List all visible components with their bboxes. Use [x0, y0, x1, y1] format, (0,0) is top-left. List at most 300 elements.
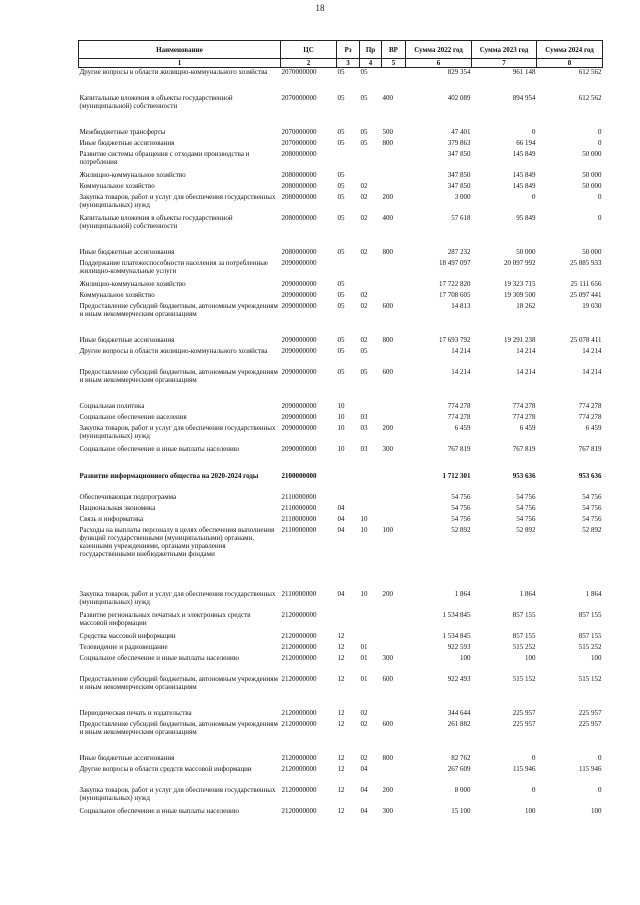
row-pr-cell: [360, 171, 382, 182]
row-rz-cell: 05: [337, 247, 345, 256]
row-sum-2023-cell: 767 819: [512, 444, 536, 453]
row-cs-cell: 2120000000: [281, 708, 317, 717]
row-name-cell: Периодическая печать и издательства: [79, 708, 192, 717]
row-rz-cell: 05: [337, 170, 345, 179]
row-vr-cell: [382, 504, 406, 515]
row-rz-cell: [337, 259, 360, 280]
row-vr-cell: [382, 291, 406, 302]
row-rz-cell: 05: [337, 213, 345, 222]
row-sum-2023-cell: 0: [532, 127, 536, 136]
row-vr-cell: 100: [382, 525, 393, 534]
row-vr-cell: [382, 515, 406, 526]
table-row: [79, 248, 603, 259]
row-name-cell: Закупка товаров, работ и услуг для обеспечения государственных (муниципальных) нужд: [79, 785, 276, 802]
row-sum-2023-cell: 145 849: [512, 149, 536, 158]
row-vr-cell: [382, 472, 406, 493]
row-sum-2022-cell: 287 232: [447, 247, 471, 256]
row-sum-2024-cell: 612 562: [578, 68, 602, 76]
row-rz-cell: 05: [337, 346, 345, 355]
row-sum-2023-cell: 225 957: [512, 708, 536, 717]
table-row: [79, 675, 603, 709]
row-name-cell: Телевидение и радиовещание: [79, 642, 168, 651]
table-row: [79, 302, 603, 336]
row-name-cell: Социальное обеспечение и иные выплаты населению: [79, 653, 239, 662]
row-sum-2024-cell: 50 000: [582, 247, 602, 256]
column-number: 4: [360, 59, 382, 68]
row-cs-cell: 2090000000: [281, 444, 317, 453]
row-sum-2024-cell: 857 155: [578, 610, 602, 619]
row-sum-2023-cell: 19 323 715: [504, 279, 536, 288]
header-cs: ЦС: [281, 41, 337, 59]
row-cs-cell: 2120000000: [281, 753, 317, 762]
row-rz-cell: 12: [337, 631, 345, 640]
table-row: [79, 347, 603, 368]
row-name-cell: Средства массовой информации: [79, 631, 176, 640]
row-sum-2024-cell: 953 636: [578, 471, 602, 480]
budget-table: [78, 40, 603, 818]
row-cs-cell: 2080000000: [281, 170, 317, 179]
row-sum-2023-cell: 953 636: [512, 471, 536, 480]
row-vr-cell: [382, 643, 406, 654]
row-sum-2024-cell: 767 819: [578, 444, 602, 453]
table-row: [79, 754, 603, 765]
row-cs-cell: 2090000000: [281, 346, 317, 355]
row-vr-cell: [382, 765, 406, 786]
header-sum-2022: Сумма 2022 год: [406, 41, 472, 59]
row-sum-2023-cell: 774 278: [512, 412, 536, 421]
row-sum-2023-cell: 19 291 238: [504, 335, 536, 344]
row-sum-2024-cell: 100: [591, 653, 602, 662]
row-cs-cell: 2090000000: [281, 301, 317, 310]
row-name-cell: Иные бюджетные ассигнования: [79, 247, 175, 256]
row-pr-cell: 05: [360, 367, 368, 376]
row-sum-2024-cell: 14 214: [582, 346, 602, 355]
row-name-cell: Национальная экономика: [79, 503, 156, 512]
row-name-cell: Другие вопросы в области жилищно-коммунального хозяйства: [79, 68, 268, 76]
table-row: [79, 590, 603, 611]
row-sum-2023-cell: 0: [532, 753, 536, 762]
row-pr-cell: 02: [360, 290, 368, 299]
row-cs-cell: 2080000000: [281, 192, 317, 201]
row-name-cell: Капитальные вложения в объекты государственной (муниципальной) собственности: [79, 93, 233, 110]
row-pr-cell: 05: [360, 93, 368, 102]
row-cs-cell: 2090000000: [281, 258, 317, 267]
row-cs-cell: 2090000000: [281, 279, 317, 288]
row-sum-2023-cell: 54 756: [516, 503, 536, 512]
table-row: [79, 611, 603, 632]
header-pr: Пр: [360, 41, 382, 59]
row-vr-cell: [382, 632, 406, 643]
row-vr-cell: 200: [382, 589, 393, 598]
row-cs-cell: 2070000000: [281, 127, 317, 136]
row-rz-cell: [337, 472, 360, 493]
row-sum-2022-cell: 774 278: [447, 401, 471, 410]
table-body: [79, 68, 603, 818]
table-row: [79, 632, 603, 643]
row-sum-2024-cell: 54 756: [582, 503, 602, 512]
table-row: [79, 182, 603, 193]
row-sum-2023-cell: 54 756: [516, 492, 536, 501]
row-sum-2023-cell: 145 849: [512, 170, 536, 179]
row-sum-2024-cell: 25 078 411: [570, 335, 602, 344]
row-name-cell: Жилищно-коммунальное хозяйство: [79, 170, 186, 179]
row-sum-2024-cell: 54 756: [582, 492, 602, 501]
row-rz-cell: 05: [337, 335, 345, 344]
row-cs-cell: 2080000000: [281, 149, 317, 158]
row-name-cell: Связь и информатика: [79, 514, 144, 523]
row-sum-2024-cell: 100: [591, 806, 602, 815]
row-vr-cell: 800: [382, 753, 393, 762]
header-sum-2023: Сумма 2023 год: [472, 41, 537, 59]
page-number: 18: [315, 3, 325, 13]
row-pr-cell: [360, 472, 382, 493]
row-rz-cell: 10: [337, 423, 345, 432]
row-sum-2023-cell: 18 262: [516, 301, 536, 310]
row-sum-2022-cell: 829 354: [447, 68, 471, 76]
row-pr-cell: [360, 504, 382, 515]
row-sum-2022-cell: 3 000: [454, 192, 471, 201]
row-sum-2022-cell: 47 401: [451, 127, 471, 136]
table-row: [79, 259, 603, 280]
row-sum-2024-cell: 52 892: [582, 525, 602, 534]
row-sum-2024-cell: 14 214: [582, 367, 602, 376]
row-name-cell: Поддержание платежеспособности населения за потребленные жилищно-коммунальные услуги: [79, 258, 269, 275]
row-sum-2023-cell: 115 946: [513, 764, 536, 773]
row-name-cell: Закупка товаров, работ и услуг для обеспечения государственных (муниципальных) нужд: [79, 589, 276, 606]
table-row: [79, 68, 603, 94]
row-vr-cell: [382, 347, 406, 368]
row-sum-2024-cell: 19 030: [582, 301, 602, 310]
row-sum-2023-cell: 1 864: [519, 589, 536, 598]
row-sum-2024-cell: 0: [598, 785, 602, 794]
table-row: [79, 280, 603, 291]
row-sum-2022-cell: 1 534 845: [442, 610, 471, 619]
row-sum-2023-cell: 6 459: [519, 423, 536, 432]
table-row: [79, 709, 603, 720]
row-sum-2022-cell: 54 756: [451, 503, 471, 512]
row-rz-cell: 05: [337, 290, 345, 299]
row-sum-2022-cell: 6 459: [454, 423, 471, 432]
table-row: [79, 291, 603, 302]
row-cs-cell: 2110000000: [281, 514, 317, 523]
table-row: [79, 526, 603, 590]
row-sum-2023-cell: 14 214: [516, 346, 536, 355]
table-row: [79, 150, 603, 171]
row-cs-cell: 2090000000: [281, 401, 317, 410]
column-number-row: [79, 59, 603, 68]
row-rz-cell: 12: [337, 764, 345, 773]
row-sum-2022-cell: 767 819: [447, 444, 471, 453]
row-name-cell: Капитальные вложения в объекты государственной (муниципальной) собственности: [79, 213, 233, 230]
row-rz-cell: 10: [337, 401, 345, 410]
column-number: 6: [406, 59, 472, 68]
row-sum-2022-cell: 14 813: [451, 301, 471, 310]
row-pr-cell: 01: [360, 674, 368, 683]
row-vr-cell: [382, 709, 406, 720]
row-sum-2022-cell: 344 644: [447, 708, 471, 717]
table-row: [79, 368, 603, 402]
row-cs-cell: 2120000000: [281, 610, 317, 619]
row-name-cell: Закупка товаров, работ и услуг для обеспечения государственных (муниципальных) нужд: [79, 192, 276, 209]
row-pr-cell: 05: [360, 346, 368, 355]
row-rz-cell: 04: [337, 503, 345, 512]
row-rz-cell: 05: [337, 181, 345, 190]
row-sum-2023-cell: 100: [525, 806, 536, 815]
row-name-cell: Жилищно-коммунальное хозяйство: [79, 279, 186, 288]
row-pr-cell: 05: [360, 127, 368, 136]
row-cs-cell: 2070000000: [281, 93, 317, 102]
row-sum-2022-cell: 922 493: [447, 674, 471, 683]
row-sum-2023-cell: 14 214: [516, 367, 536, 376]
row-sum-2023-cell: 20 097 992: [504, 258, 536, 267]
row-pr-cell: 03: [360, 423, 368, 432]
row-pr-cell: 02: [360, 301, 368, 310]
row-name-cell: Социальное обеспечение и иные выплаты населению: [79, 444, 239, 453]
row-name-cell: Предоставление субсидий бюджетным, автономным учреждениям и иным некоммерческим организациям: [79, 674, 278, 691]
row-sum-2024-cell: 6 459: [585, 423, 602, 432]
table-row: [79, 472, 603, 493]
row-name-cell: Обеспечивающая подпрограмма: [79, 492, 177, 501]
row-sum-2024-cell: 0: [598, 213, 602, 222]
row-vr-cell: [382, 259, 406, 280]
row-rz-cell: 12: [337, 653, 345, 662]
row-vr-cell: 200: [382, 423, 393, 432]
row-cs-cell: 2120000000: [281, 806, 317, 815]
row-cs-cell: 2110000000: [281, 503, 317, 512]
row-rz-cell: 12: [337, 719, 345, 728]
header-vr: ВР: [382, 41, 406, 59]
row-sum-2023-cell: 52 892: [516, 525, 536, 534]
row-cs-cell: 2090000000: [281, 423, 317, 432]
row-sum-2022-cell: 17 722 820: [439, 279, 471, 288]
column-number: 2: [281, 59, 337, 68]
column-number: 5: [382, 59, 406, 68]
row-pr-cell: [360, 611, 382, 632]
row-name-cell: Социальное обеспечение населения: [79, 412, 187, 421]
row-cs-cell: 2080000000: [281, 181, 317, 190]
row-sum-2024-cell: 515 152: [578, 674, 602, 683]
row-sum-2022-cell: 347 850: [447, 149, 471, 158]
row-sum-2023-cell: 774 278: [512, 401, 536, 410]
table-row: [79, 424, 603, 445]
row-rz-cell: [337, 493, 360, 504]
row-vr-cell: 300: [382, 806, 393, 815]
row-cs-cell: 2120000000: [281, 631, 317, 640]
row-pr-cell: [360, 402, 382, 413]
row-vr-cell: 400: [382, 93, 393, 102]
table-row: [79, 445, 603, 472]
table-row: [79, 413, 603, 424]
row-rz-cell: [337, 611, 360, 632]
row-sum-2023-cell: 515 152: [512, 674, 536, 683]
row-vr-cell: 600: [382, 674, 393, 683]
row-name-cell: Предоставление субсидий бюджетным, автономным учреждениям и иным некоммерческим организациям: [79, 367, 278, 384]
row-vr-cell: [382, 68, 406, 94]
row-name-cell: Иные бюджетные ассигнования: [79, 335, 175, 344]
row-pr-cell: 05: [360, 138, 368, 147]
row-vr-cell: 800: [382, 335, 393, 344]
row-pr-cell: 02: [360, 335, 368, 344]
row-pr-cell: 04: [360, 764, 368, 773]
row-name-cell: Коммунальное хозяйство: [79, 181, 155, 190]
row-sum-2022-cell: 52 892: [451, 525, 471, 534]
row-rz-cell: 05: [337, 138, 345, 147]
row-sum-2022-cell: 1 864: [454, 589, 471, 598]
row-sum-2024-cell: 54 756: [582, 514, 602, 523]
row-vr-cell: [382, 171, 406, 182]
row-sum-2024-cell: 774 278: [578, 401, 602, 410]
row-sum-2023-cell: 19 309 500: [504, 290, 536, 299]
row-sum-2024-cell: 857 155: [578, 631, 602, 640]
row-name-cell: Развитие информационного общества на 2020-2024 годы: [79, 471, 259, 480]
row-sum-2022-cell: 82 762: [451, 753, 471, 762]
row-sum-2022-cell: 261 882: [447, 719, 471, 728]
row-vr-cell: [382, 182, 406, 193]
row-pr-cell: 10: [360, 589, 368, 598]
header-row: [79, 41, 603, 59]
row-vr-cell: [382, 493, 406, 504]
row-vr-cell: 200: [382, 192, 393, 201]
row-sum-2024-cell: 225 957: [578, 708, 602, 717]
table-row: [79, 402, 603, 413]
row-sum-2024-cell: 612 562: [578, 93, 602, 102]
row-name-cell: Расходы на выплаты персоналу в целях обеспечения выполнения функций государственными (муниципальными) органами, казенными учреждениями, органами управления государственными внебюджетными фондами: [79, 525, 275, 558]
row-sum-2022-cell: 54 756: [451, 492, 471, 501]
row-rz-cell: [337, 150, 360, 171]
row-sum-2022-cell: 17 693 792: [439, 335, 471, 344]
table-row: [79, 720, 603, 754]
row-pr-cell: 04: [360, 806, 368, 815]
row-sum-2023-cell: 857 155: [512, 631, 536, 640]
row-vr-cell: 300: [382, 444, 393, 453]
row-rz-cell: 12: [337, 642, 345, 651]
row-vr-cell: [382, 150, 406, 171]
table-row: [79, 807, 603, 818]
header-sum-2024: Сумма 2024 год: [537, 41, 603, 59]
table-row: [79, 171, 603, 182]
table-row: [79, 336, 603, 347]
row-sum-2023-cell: 100: [525, 653, 536, 662]
row-vr-cell: 200: [382, 785, 393, 794]
row-sum-2024-cell: 50 000: [582, 170, 602, 179]
row-cs-cell: 2120000000: [281, 653, 317, 662]
row-sum-2022-cell: 347 850: [447, 181, 471, 190]
row-name-cell: Социальная политика: [79, 401, 145, 410]
row-pr-cell: 02: [360, 753, 368, 762]
table-row: [79, 128, 603, 139]
row-pr-cell: [360, 259, 382, 280]
row-pr-cell: 02: [360, 247, 368, 256]
row-vr-cell: [382, 413, 406, 424]
row-sum-2024-cell: 50 000: [582, 149, 602, 158]
row-name-cell: Межбюджетные трансферты: [79, 127, 166, 136]
row-sum-2023-cell: 50 000: [516, 247, 536, 256]
row-sum-2022-cell: 54 756: [451, 514, 471, 523]
table-row: [79, 643, 603, 654]
row-rz-cell: 04: [337, 589, 345, 598]
row-cs-cell: 2080000000: [281, 213, 317, 222]
row-sum-2022-cell: 100: [460, 653, 471, 662]
table-row: [79, 493, 603, 504]
row-pr-cell: 03: [360, 412, 368, 421]
row-sum-2024-cell: 515 252: [578, 642, 602, 651]
column-number: 8: [537, 59, 603, 68]
row-rz-cell: 12: [337, 753, 345, 762]
row-vr-cell: 600: [382, 301, 393, 310]
row-sum-2022-cell: 17 708 605: [439, 290, 471, 299]
row-sum-2023-cell: 145 849: [512, 181, 536, 190]
table-row: [79, 139, 603, 150]
row-sum-2022-cell: 15 100: [451, 806, 471, 815]
header-rz: Рз: [337, 41, 360, 59]
row-vr-cell: 600: [382, 719, 393, 728]
row-pr-cell: 04: [360, 785, 368, 794]
row-pr-cell: [360, 493, 382, 504]
row-sum-2024-cell: 50 000: [582, 181, 602, 190]
row-sum-2022-cell: 347 850: [447, 170, 471, 179]
row-sum-2022-cell: 267 609: [447, 764, 471, 773]
row-cs-cell: 2120000000: [281, 674, 317, 683]
row-vr-cell: [382, 402, 406, 413]
row-rz-cell: 10: [337, 444, 345, 453]
row-sum-2024-cell: 0: [598, 127, 602, 136]
row-vr-cell: 600: [382, 367, 393, 376]
row-pr-cell: [360, 150, 382, 171]
row-sum-2024-cell: 0: [598, 138, 602, 147]
row-vr-cell: [382, 280, 406, 291]
row-sum-2022-cell: 8 000: [454, 785, 471, 794]
row-name-cell: Предоставление субсидий бюджетным, автономным учреждениям и иным некоммерческим организациям: [79, 301, 278, 318]
row-sum-2022-cell: 379 863: [447, 138, 471, 147]
row-sum-2023-cell: 515 252: [512, 642, 536, 651]
row-sum-2022-cell: 14 214: [451, 367, 471, 376]
header-name: Наименование: [79, 41, 281, 59]
row-pr-cell: [360, 280, 382, 291]
row-sum-2022-cell: 402 089: [447, 93, 471, 102]
row-rz-cell: 04: [337, 514, 345, 523]
row-cs-cell: 2120000000: [281, 785, 317, 794]
table-row: [79, 94, 603, 128]
row-cs-cell: 2090000000: [281, 335, 317, 344]
row-rz-cell: 12: [337, 674, 345, 683]
row-rz-cell: 05: [337, 93, 345, 102]
table-row: [79, 654, 603, 675]
row-name-cell: Развитие системы обращения с отходами производства и потребления: [79, 149, 250, 166]
row-sum-2022-cell: 1 712 301: [442, 471, 471, 480]
row-sum-2024-cell: 0: [598, 753, 602, 762]
row-sum-2023-cell: 857 155: [512, 610, 536, 619]
row-sum-2022-cell: 1 534 845: [442, 631, 471, 640]
table-row: [79, 786, 603, 807]
row-sum-2023-cell: 95 849: [516, 213, 536, 222]
row-pr-cell: 02: [360, 213, 368, 222]
row-rz-cell: 05: [337, 192, 345, 201]
row-vr-cell: 800: [382, 138, 393, 147]
row-sum-2024-cell: 774 278: [578, 412, 602, 421]
row-cs-cell: 2090000000: [281, 367, 317, 376]
row-sum-2024-cell: 25 097 441: [570, 290, 602, 299]
row-sum-2022-cell: 922 593: [447, 642, 471, 651]
row-cs-cell: 2110000000: [281, 589, 317, 598]
row-cs-cell: 2120000000: [281, 764, 317, 773]
row-pr-cell: 10: [360, 514, 368, 523]
row-cs-cell: 2110000000: [281, 492, 317, 501]
row-cs-cell: 2100000000: [281, 471, 317, 480]
row-vr-cell: 300: [382, 653, 393, 662]
table-row: [79, 515, 603, 526]
row-sum-2023-cell: 225 957: [512, 719, 536, 728]
row-sum-2024-cell: 25 885 933: [570, 258, 602, 267]
